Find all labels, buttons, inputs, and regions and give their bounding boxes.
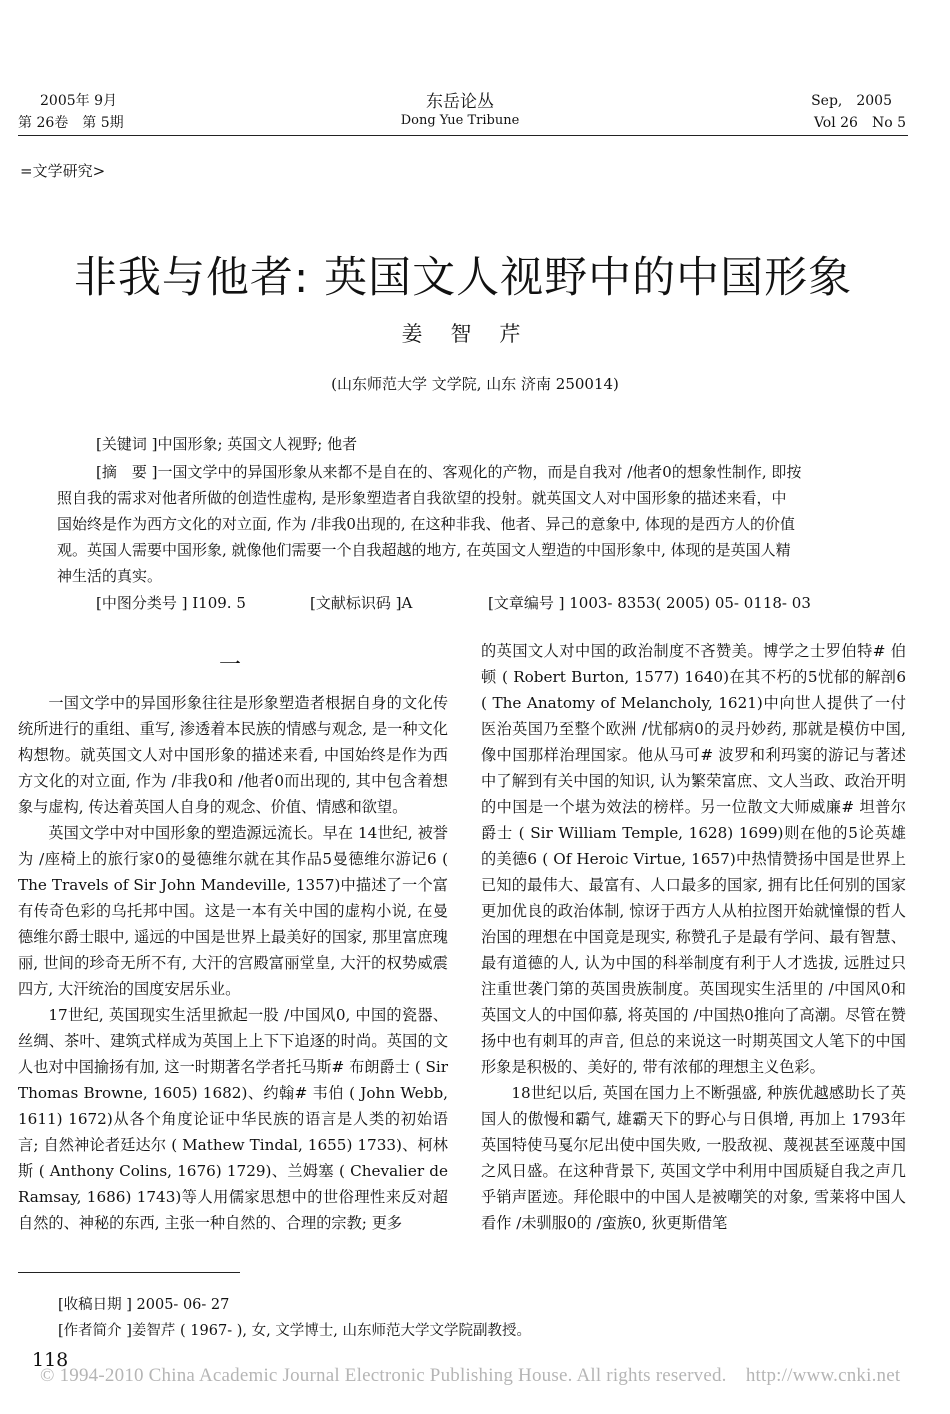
received-date: [收稿日期 ] 2005- 06- 27	[58, 1297, 230, 1313]
abstract-line: 神生活的真实。	[57, 567, 163, 585]
header-volume-cn: 第 26卷 第 5期	[18, 115, 124, 131]
section-tag: =文学研究>	[20, 162, 106, 180]
header-volume-en: Vol 26 No 5	[813, 115, 906, 131]
paragraph: 英国文学中对中国形象的塑造源远流长。早在 14世纪, 被誉为 /座椅上的旅行家0的曼德维尔就在其作品5曼德维尔游记6 ( The Travels of Sir John Mandeville, 1357)中描述了一个富有传奇色彩的乌托邦中国。这是一本有关中国的虚构小说, 在曼德维尔爵士眼中, 遥远的中国是世界上最美好的国家, 那里富庶瑰丽, 世间的珍奇无所不有, 大汗的宫殿富丽堂皇, 大汗的权势威震四方, 大汗统治的国度安居乐业。	[18, 824, 448, 998]
journal-title-cn: 东岳论丛	[426, 92, 494, 112]
author-bio: [作者简介 ]姜智芹 ( 1967- ), 女, 文学博士, 山东师范大学文学院副教授。	[58, 1323, 532, 1339]
right-column	[481, 638, 906, 1236]
abstract-line: 照自我的需求对他者所做的创造性虚构, 是形象塑造者自我欲望的投射。就英国文人对中国形象的描述来看，中	[57, 489, 787, 507]
clc-number: [中图分类号 ] I109. 5	[96, 594, 246, 612]
author-name: 姜智芹	[401, 322, 549, 346]
footnote-rule	[18, 1272, 240, 1273]
article-title: 非我与他者: 英国文人视野中的中国形象	[73, 253, 853, 303]
paragraph: 一国文学中的异国形象往往是形象塑造者根据自身的文化传统所进行的重组、重写, 渗透着本民族的情感与观念, 是一种文化构想物。就英国文人对中国形象的描述来看, 中国始终是作为西方文化的对立面, 作为 /非我0和 /他者0而出现的, 其中包含着想象与虚构, 传达着英国人自身的观念、价值、情感和欲望。	[18, 694, 448, 816]
author-affiliation: (山东师范大学 文学院, 山东 济南 250014)	[331, 375, 619, 393]
paragraph: 17世纪, 英国现实生活里掀起一股 /中国风0, 中国的瓷器、丝绸、茶叶、建筑式样成为英国上上下下追逐的时尚。英国的文人也对中国揄扬有加, 这一时期著名学者托马斯# 布朗爵士 ( Sir Thomas Browne, 1605) 1682)、约翰# 韦伯 ( John Webb, 1611) 1672)从各个角度论证中华民族的语言是人类的初始语言; 自然神论者廷达尔 ( Mathew Tindal, 1655) 1733)、柯林斯 ( Anthony Colins, 1676) 1729)、兰姆塞 ( Chevalier de Ramsay, 1686) 1743)等人用儒家思想中的世俗理性来反对超自然的、神秘的东西, 主张一种自然的、合理的宗教; 更多	[18, 1006, 448, 1232]
abstract-line: 观。英国人需要中国形象, 就像他们需要一个自我超越的地方, 在英国文人塑造的中国形象中, 体现的是英国人精	[57, 541, 791, 559]
abstract-line: [摘 要 ]一国文学中的异国形象从来都不是自在的、客观化的产物，而是自我对 /他者0的想象性制作, 即按	[96, 463, 802, 481]
article-number: [文章编号 ] 1003- 8353( 2005) 05- 0118- 03	[488, 594, 811, 612]
section-heading: 一	[218, 653, 241, 678]
header-date-cn: 2005年 9月	[40, 93, 117, 109]
paragraph: 的英国文人对中国的政治制度不吝赞美。博学之士罗伯特# 伯顿 ( Robert Burton, 1577) 1640)在其不朽的5忧郁的解剖6 ( The Anatomy of Melancholy, 1621)中向世人提供了一付医治英国乃至整个欧洲 /忧郁病0的灵丹妙药, 那就是模仿中国, 像中国那样治理国家。他从马可# 波罗和利玛窦的游记与著述中了解到有关中国的知识, 认为繁荣富庶、文人当政、政治开明的中国是一个堪为效法的榜样。另一位散文大师威廉# 坦普尔爵士 ( Sir William Temple, 1628) 1699)则在他的5论英雄的美德6 ( Of Heroic Virtue, 1657)中热情赞扬中国是世界上已知的最伟大、最富有、人口最多的国家, 拥有比任何别的国家更加优良的政治体制, 惊讶于西方人从柏拉图开始就憧憬的哲人治国的理想在中国竟是现实, 称赞孔子是最有学问、最有智慧、最有道德的人, 认为中国的科举制度有利于人才选拔, 远胜过只注重世袭门第的英国贵族制度。英国现实生活里的 /中国风0和英国文人的中国仰慕, 将英国的 /中国热0推向了高潮。尽管在赞扬中也有刺耳的声音, 但总的来说这一时期英国文人笔下的中国形象是积极的、美好的, 带有浓郁的理想主义色彩。	[481, 642, 906, 1076]
abstract-line: 国始终是作为西方文化的对立面, 作为 /非我0出现的, 在这种非我、他者、异己的意象中, 体现的是西方人的价值	[57, 515, 795, 533]
keywords: [关键词 ]中国形象; 英国文人视野; 他者	[96, 435, 358, 453]
paragraph: 18世纪以后, 英国在国力上不断强盛, 种族优越感助长了英国人的傲慢和霸气, 雄霸天下的野心与日俱增, 再加上 1793年英国特使马戛尔尼出使中国失败, 一股敌视、蔑视甚至诬蔑中国之风日盛。在这种背景下, 英国文学中利用中国质疑自我之声几乎销声匿迹。拜伦眼中的中国人是被嘲笑的对象, 雪莱将中国人看作 /未驯服0的 /蛮族0, 狄更斯借笔	[481, 1084, 906, 1232]
copyright-watermark: © 1994-2010 China Academic Journal Electronic Publishing House. All rights reserved. http://www.cnki.net	[40, 1365, 901, 1386]
header-rule	[18, 135, 908, 136]
page-number: 118	[32, 1349, 69, 1371]
header-date-en: Sep, 2005	[811, 93, 892, 109]
journal-title-en: Dong Yue Tribune	[400, 113, 520, 128]
left-column	[18, 690, 448, 1236]
document-code: [文献标识码 ]A	[310, 594, 413, 612]
